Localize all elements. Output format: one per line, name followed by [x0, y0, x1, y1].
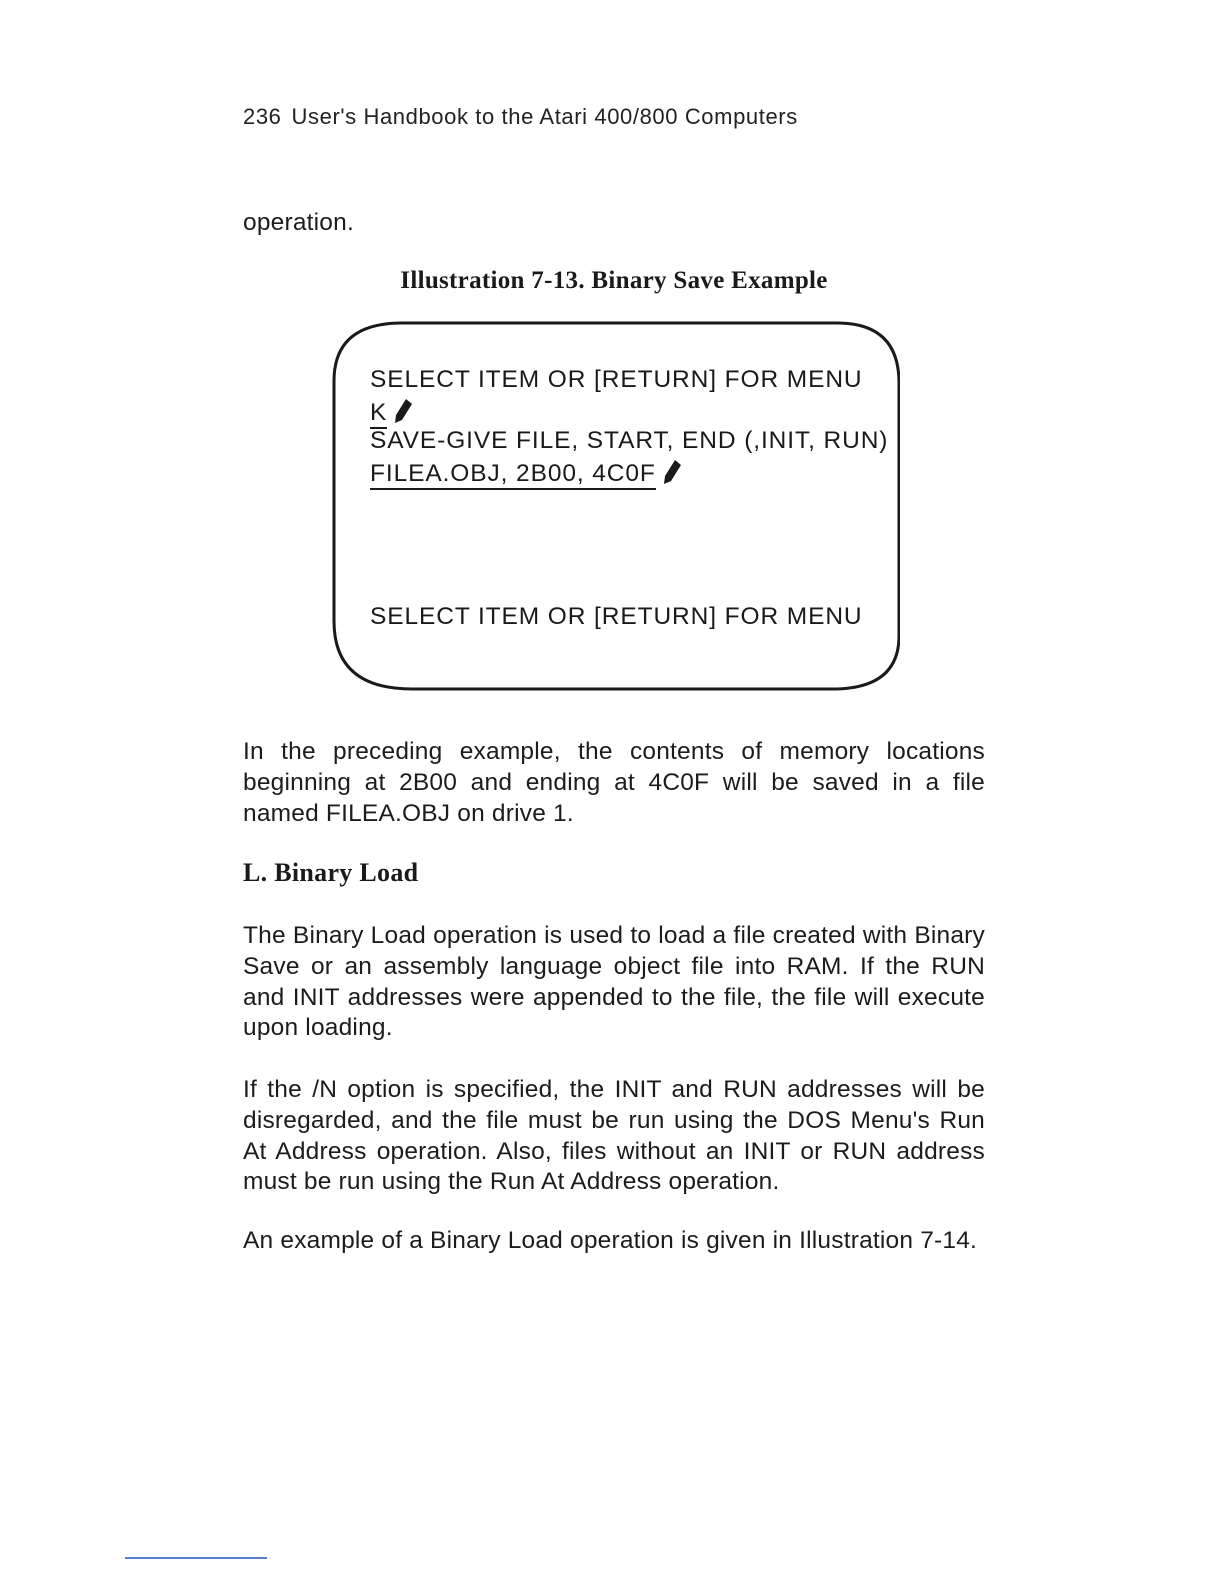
running-title: User's Handbook to the Atari 400/800 Computers	[291, 104, 798, 129]
screen-illustration	[332, 321, 900, 691]
screen-save-prompt: SAVE-GIVE FILE, START, END (,INIT, RUN)	[370, 427, 889, 454]
screen-prompt-top: SELECT ITEM OR [RETURN] FOR MENU	[370, 366, 863, 393]
user-file-entry: FILEA.OBJ, 2B00, 4C0F	[370, 460, 656, 490]
return-key-icon	[662, 459, 682, 485]
screen-user-key-line	[370, 398, 413, 427]
page-number: 236	[243, 104, 282, 129]
paragraph-binary-load-intro: The Binary Load operation is used to load a file created with Binary Save or an assembly language object file into RAM. If the RUN and INIT addresses were appended to the file, the file will execute upon loading.	[243, 922, 985, 1042]
screen-user-entry-line	[370, 459, 682, 488]
return-key-icon	[393, 398, 413, 424]
running-header	[243, 104, 798, 130]
paragraph-n-option: If the /N option is specified, the INIT and RUN addresses will be disregarded, and the file must be run using the DOS Menu's Run At Address operation. Also, files without an INIT or RUN address must be run using the Run At Address operation.	[243, 1076, 985, 1196]
paragraph-example-reference: An example of a Binary Load operation is given in Illustration 7-14.	[243, 1227, 978, 1254]
footer-rule	[125, 1557, 267, 1559]
screen-prompt-bottom: SELECT ITEM OR [RETURN] FOR MENU	[370, 603, 863, 630]
paragraph-example-explanation: In the preceding example, the contents of memory locations beginning at 2B00 and ending at 4C0F will be saved in a file named FILEA.OBJ on drive 1.	[243, 738, 985, 827]
section-heading: L. Binary Load	[243, 858, 419, 887]
user-key-entry: K	[370, 399, 387, 429]
illustration-caption: Illustration 7-13. Binary Save Example	[400, 267, 828, 294]
carryover-text: operation.	[243, 209, 354, 236]
